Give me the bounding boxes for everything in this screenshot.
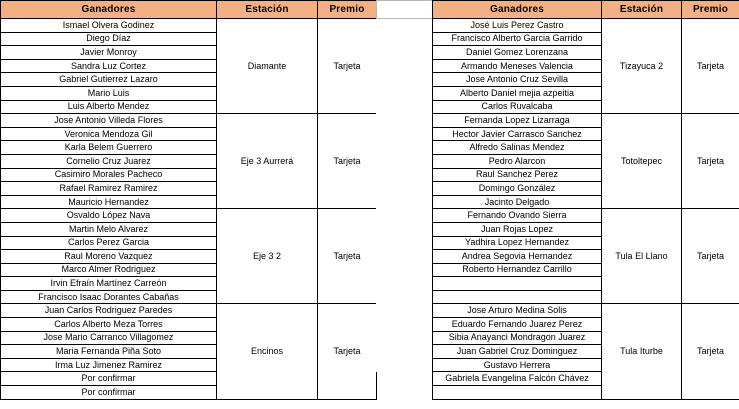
spacer-cell <box>377 57 433 70</box>
winner-cell[interactable]: Irvin Efraín Martínez Carreón <box>1 277 217 291</box>
spacer-cell <box>377 283 433 296</box>
winner-cell[interactable]: Javier Monroy <box>1 46 217 60</box>
spacer-row <box>377 57 433 70</box>
spacer-row <box>377 258 433 271</box>
winner-cell[interactable]: Andrea Segovia Hernandez <box>433 250 602 264</box>
winner-cell[interactable]: Osvaldo López Nava <box>1 209 217 223</box>
prize-cell[interactable]: Tarjeta <box>682 304 739 399</box>
station-cell[interactable]: Totoltepec <box>602 114 682 209</box>
winner-cell[interactable]: Maria Fernanda Piña Soto <box>1 345 217 359</box>
spacer-row <box>377 283 433 296</box>
winner-cell[interactable]: Jose Antonio Villeda Flores <box>1 114 217 128</box>
spacer-row <box>377 346 433 359</box>
winner-cell[interactable]: José Luis Perez Castro <box>433 19 602 33</box>
spacer-header-row <box>377 1 433 19</box>
table-header-row-left <box>1 1 377 19</box>
winner-cell[interactable]: Sibia Anayanci Mondragon Juarez <box>433 331 602 345</box>
spacer-cell <box>377 221 433 234</box>
spacer-cell <box>377 95 433 108</box>
winner-cell[interactable]: Jose Arturo Medina Solis <box>433 304 602 318</box>
spacer-row <box>377 359 433 372</box>
spacer-row <box>377 321 433 334</box>
winner-cell[interactable]: Daniel Gomez Lorenzana <box>433 46 602 60</box>
winner-cell-empty[interactable] <box>433 277 602 291</box>
winner-cell[interactable]: Juan Gabriel Cruz Dominguez <box>433 345 602 359</box>
winner-cell[interactable]: Fernando Ovando Sierra <box>433 209 602 223</box>
spacer-row <box>377 208 433 221</box>
station-cell[interactable]: Tula El Llano <box>602 209 682 304</box>
winner-cell[interactable]: Domingo González <box>433 182 602 196</box>
winner-cell[interactable]: Francisco Alberto Garcia Garrido <box>433 32 602 46</box>
spacer-cell <box>377 208 433 221</box>
winner-cell[interactable]: Raul Moreno Vazquez <box>1 250 217 264</box>
spacer-row <box>377 233 433 246</box>
spacer-cell <box>377 132 433 145</box>
table-row <box>433 209 739 223</box>
prize-cell[interactable]: Tarjeta <box>318 209 377 304</box>
table-row <box>1 114 377 128</box>
spacer-row <box>377 221 433 234</box>
winner-cell[interactable]: Roberto Hernandez Carrillo <box>433 263 602 277</box>
winner-cell[interactable]: Veronica Mendoza Gil <box>1 127 217 141</box>
column-header-station: Estación <box>602 1 682 19</box>
table-row <box>433 304 739 318</box>
winner-cell[interactable]: Juan Rojas Lopez <box>433 222 602 236</box>
table-row <box>1 209 377 223</box>
winner-cell[interactable]: Yadhira Lopez Hernandez <box>433 236 602 250</box>
spacer-row <box>377 195 433 208</box>
spacer-cell <box>377 195 433 208</box>
spacer-row <box>377 271 433 284</box>
winner-cell[interactable]: Jose Mario Carranco Villagomez <box>1 331 217 345</box>
spacer-cell <box>377 82 433 95</box>
winner-cell[interactable]: Gabriela Evangelina Falcón Chávez <box>433 372 602 386</box>
spacer-row <box>377 158 433 171</box>
spacer-cell <box>377 44 433 57</box>
winner-cell[interactable]: Cornelio Cruz Juarez <box>1 154 217 168</box>
spacer-row <box>377 19 433 32</box>
spacer-row <box>377 82 433 95</box>
winner-cell[interactable]: Gabriel Gutierrez Lazaro <box>1 73 217 87</box>
spacer-row <box>377 296 433 309</box>
spacer-cell <box>377 309 433 322</box>
spacer-cell <box>377 107 433 120</box>
table-row <box>1 19 377 33</box>
prize-cell[interactable]: Tarjeta <box>318 19 377 114</box>
winner-cell-empty[interactable] <box>433 386 602 400</box>
station-cell[interactable]: Eje 3 Aurrerá <box>217 114 318 209</box>
winner-cell[interactable]: Casimiro Morales Pacheco <box>1 168 217 182</box>
spacer-cell <box>377 359 433 372</box>
table-row <box>433 114 739 128</box>
winner-cell[interactable]: Diego Díaz <box>1 32 217 46</box>
winner-cell[interactable]: Carlos Perez Garcia <box>1 236 217 250</box>
winner-cell[interactable]: Alfredo Salinas Mendez <box>433 141 602 155</box>
table-header-row-right <box>433 1 739 19</box>
winner-cell[interactable]: Carlos Alberto Meza Torres <box>1 318 217 332</box>
prize-cell[interactable]: Tarjeta <box>682 114 739 209</box>
winner-cell[interactable]: Rafael Ramirez Ramirez <box>1 182 217 196</box>
station-cell[interactable]: Eje 3 2 <box>217 209 318 304</box>
station-cell[interactable]: Tula Iturbe <box>602 304 682 399</box>
winner-cell[interactable]: Gustavo Herrera <box>433 358 602 372</box>
spacer-row <box>377 95 433 108</box>
winner-cell[interactable]: Karla Belem Guerrero <box>1 141 217 155</box>
spacer-cell <box>377 69 433 82</box>
winner-cell[interactable]: Alberto Daniel mejia azpeitia <box>433 86 602 100</box>
winner-cell[interactable]: Raul Sanchez Perez <box>433 168 602 182</box>
spacer-cell <box>377 271 433 284</box>
prize-cell[interactable]: Tarjeta <box>682 19 739 114</box>
spacer-row <box>377 334 433 347</box>
column-header-station: Estación <box>217 1 318 19</box>
spacer-cell <box>377 170 433 183</box>
spacer-cell <box>377 19 433 32</box>
table-row <box>433 19 739 33</box>
winner-cell[interactable]: Sandra Luz Cortez <box>1 59 217 73</box>
spacer-cell <box>377 145 433 158</box>
winner-cell[interactable]: Hector Javier Carrasco Sanchez <box>433 127 602 141</box>
column-header-prize: Premio <box>682 1 739 19</box>
spacer-row <box>377 145 433 158</box>
winners-table-right <box>432 0 739 400</box>
winner-cell[interactable]: Carlos Ruvalcaba <box>433 100 602 114</box>
winner-cell[interactable]: Fernanda Lopez Lizarraga <box>433 114 602 128</box>
winner-cell[interactable]: Mauricio Hernandez <box>1 195 217 209</box>
spacer-row <box>377 170 433 183</box>
winner-cell[interactable]: Por confirmar <box>1 372 217 386</box>
spacer-row <box>377 69 433 82</box>
spacer-row <box>377 246 433 259</box>
spacer-row <box>377 183 433 196</box>
spacer-cell <box>377 246 433 259</box>
spacer-cell <box>377 120 433 133</box>
winner-cell[interactable]: Francisco Isaac Dorantes Cabañas <box>1 290 217 304</box>
winner-cell[interactable]: Mario Luis <box>1 86 217 100</box>
winners-table-left <box>0 0 377 400</box>
winner-cell[interactable]: Jose Antonio Cruz Sevilla <box>433 73 602 87</box>
winner-cell[interactable]: Luis Alberto Mendez <box>1 100 217 114</box>
winner-cell[interactable]: Por confirmar <box>1 386 217 400</box>
spacer-column <box>376 0 433 372</box>
spacer-cell <box>377 258 433 271</box>
winner-cell[interactable]: Jacinto Delgado <box>433 195 602 209</box>
winner-cell[interactable]: Ismael Olvera Godinez <box>1 19 217 33</box>
spacer-header-cell <box>377 1 433 19</box>
winner-cell[interactable]: Juan Carlos Rodriguez Paredes <box>1 304 217 318</box>
station-cell[interactable]: Tizayuca 2 <box>602 19 682 114</box>
spacer-row <box>377 44 433 57</box>
spacer-cell <box>377 346 433 359</box>
winner-cell[interactable]: Armando Meneses Valencia <box>433 59 602 73</box>
winner-cell[interactable]: Pedro Alarcon <box>433 154 602 168</box>
station-cell[interactable]: Encinos <box>217 304 318 399</box>
column-header-winners: Ganadores <box>433 1 602 19</box>
spacer-cell <box>377 334 433 347</box>
winner-cell[interactable]: Marco Almer Rodriguez <box>1 263 217 277</box>
spacer-cell <box>377 32 433 45</box>
winner-cell-empty[interactable] <box>433 290 602 304</box>
spacer-row <box>377 120 433 133</box>
prize-cell[interactable]: Tarjeta <box>318 304 377 399</box>
spacer-row <box>377 32 433 45</box>
spacer-cell <box>377 233 433 246</box>
station-cell[interactable]: Diamante <box>217 19 318 114</box>
column-header-prize: Premio <box>318 1 377 19</box>
winner-cell[interactable]: Martin Melo Alvarez <box>1 222 217 236</box>
spacer-row <box>377 309 433 322</box>
prize-cell[interactable]: Tarjeta <box>318 114 377 209</box>
spacer-cell <box>377 321 433 334</box>
prize-cell[interactable]: Tarjeta <box>682 209 739 304</box>
spacer-cell <box>377 296 433 309</box>
spacer-cell <box>377 183 433 196</box>
table-row <box>1 304 377 318</box>
column-header-winners: Ganadores <box>1 1 217 19</box>
winner-cell[interactable]: Eduardo Fernando Juarez Perez <box>433 318 602 332</box>
winner-cell[interactable]: Irma Luz Jimenez Ramirez <box>1 358 217 372</box>
spacer-row <box>377 107 433 120</box>
spacer-cell <box>377 158 433 171</box>
spacer-row <box>377 132 433 145</box>
